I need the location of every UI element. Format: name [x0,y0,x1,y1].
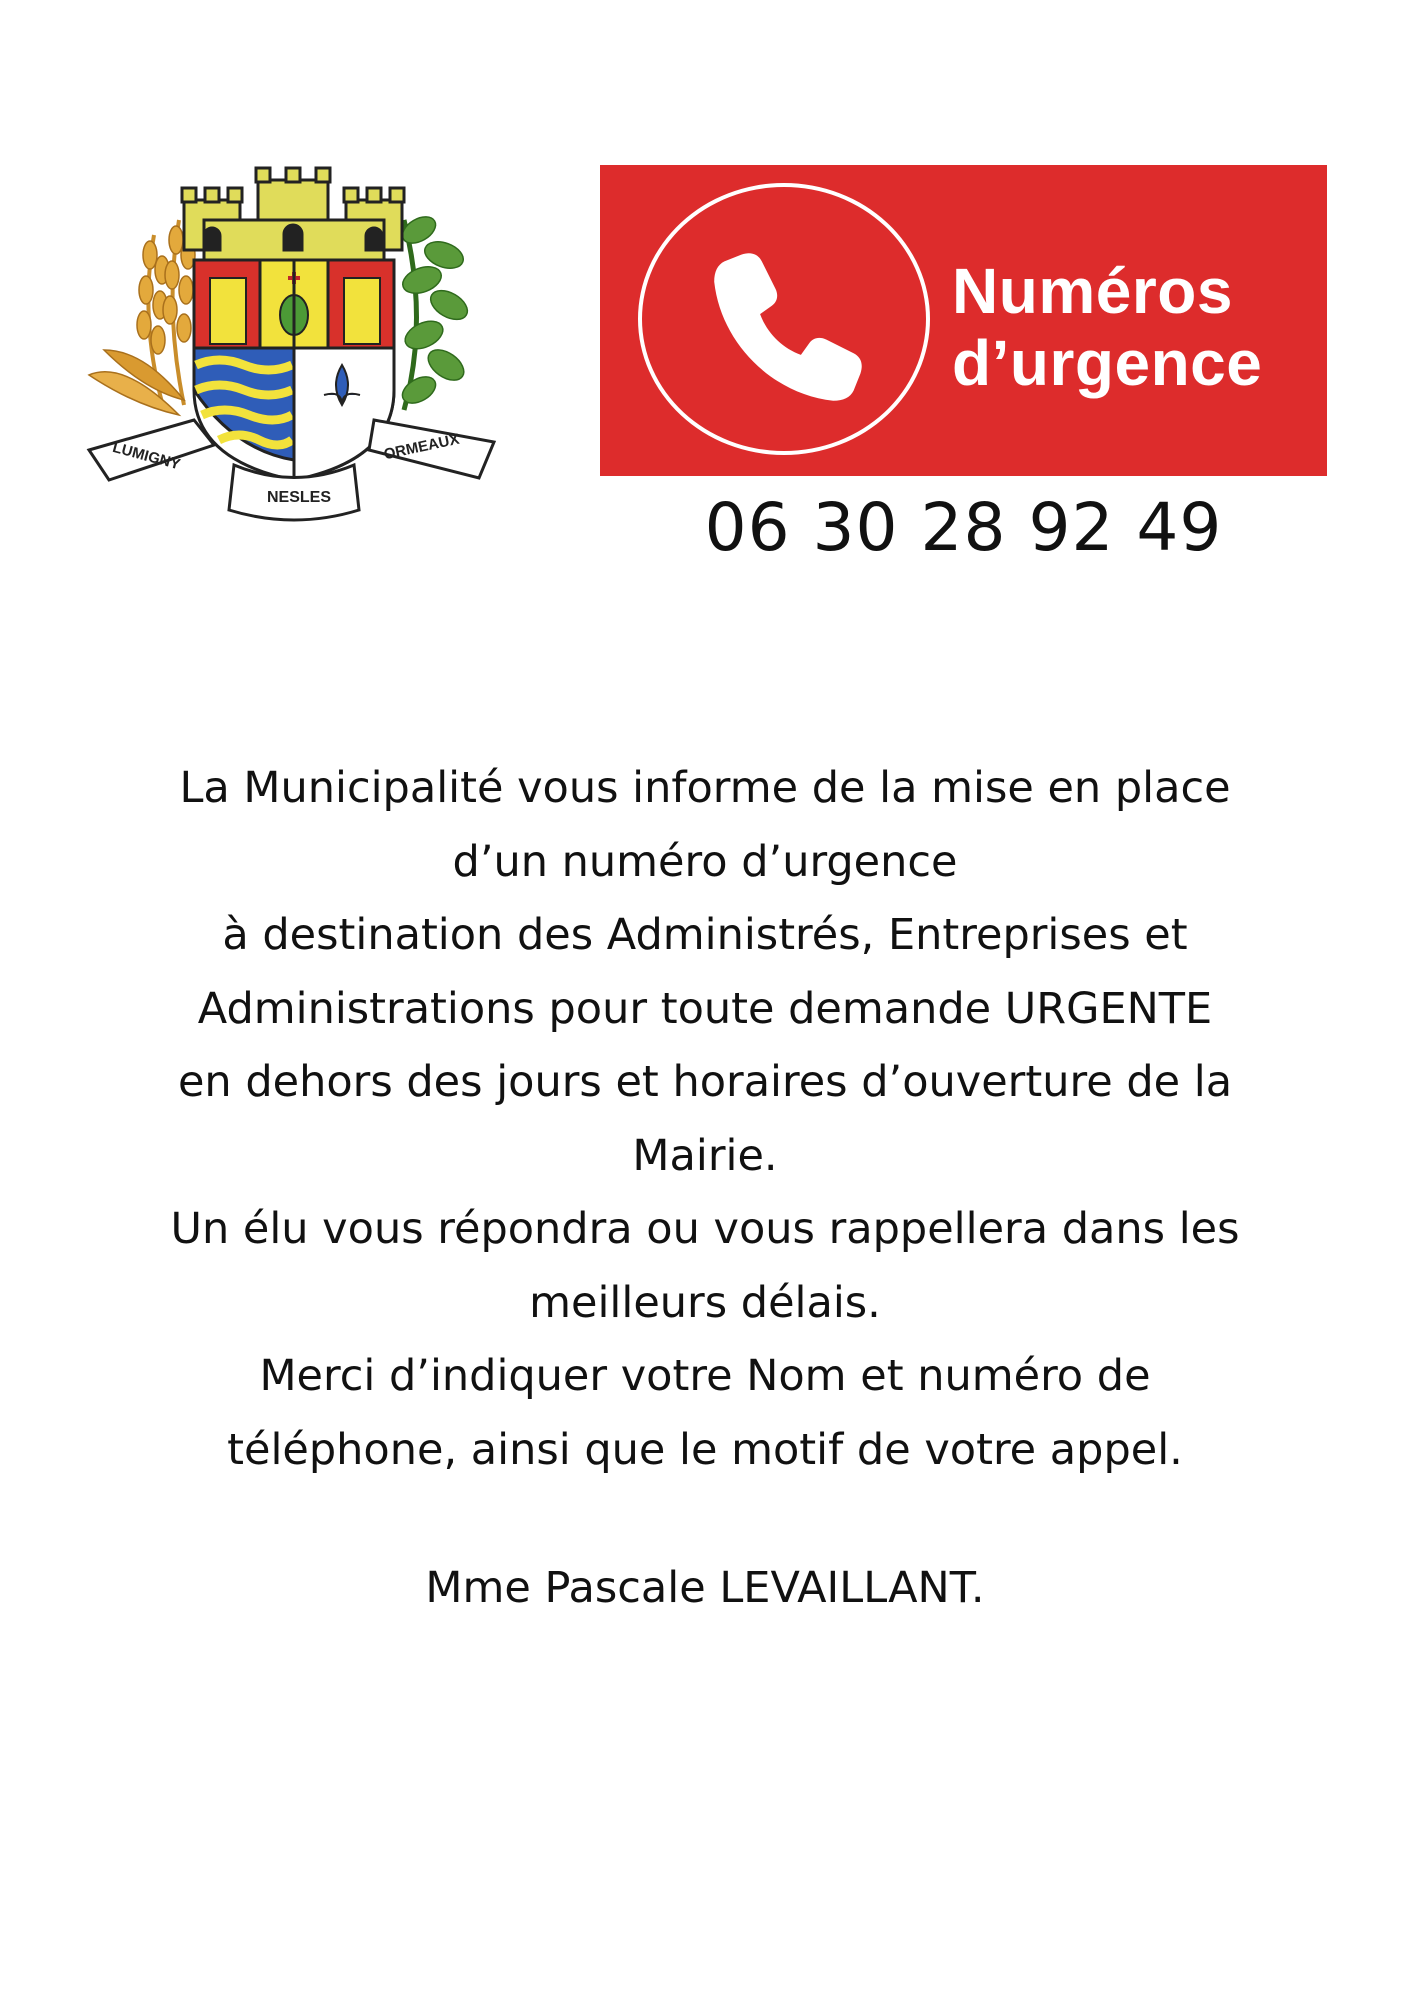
message-line: Merci d’indiquer votre Nom et numéro de [259,1351,1151,1401]
banner-title [952,255,1262,399]
ribbon-nesles: NESLES [267,489,332,506]
message-body [60,752,1350,1487]
oak-branch-icon [398,211,472,410]
ribbon-lumigny: LUMIGNY [110,438,182,474]
message-line: téléphone, ainsi que le motif de votre appel. [227,1424,1183,1475]
banner-title-line1: Numéros [952,255,1233,327]
message-line: Mairie. [632,1130,778,1181]
phone-circle [638,183,930,455]
shield-icon [194,260,394,480]
message-line: La Municipalité vous informe de la mise en place [179,763,1231,813]
banner-title-line2: d’urgence [952,327,1263,399]
emergency-phone-number: 06 30 28 92 49 [704,489,1223,566]
wheat-icon [89,220,195,415]
message-line: d’un numéro d’urgence [452,836,958,887]
coat-of-arms-icon [84,160,504,530]
castle-crown-icon [182,168,404,260]
signature: Mme Pascale LEVAILLANT. [425,1563,985,1613]
message-line: meilleurs délais. [529,1277,881,1328]
ribbon-ormeaux: ORMEAUX [382,430,461,464]
message-line: Administrations pour toute demande URGENTE [197,983,1213,1034]
emergency-banner [600,165,1327,476]
message-line: en dehors des jours et horaires d’ouverture de la [177,1057,1233,1107]
message-line: à destination des Administrés, Entreprises et [222,910,1188,960]
message-line: Un élu vous répondra ou vous rappellera dans les [170,1204,1240,1254]
phone-icon [704,241,874,411]
